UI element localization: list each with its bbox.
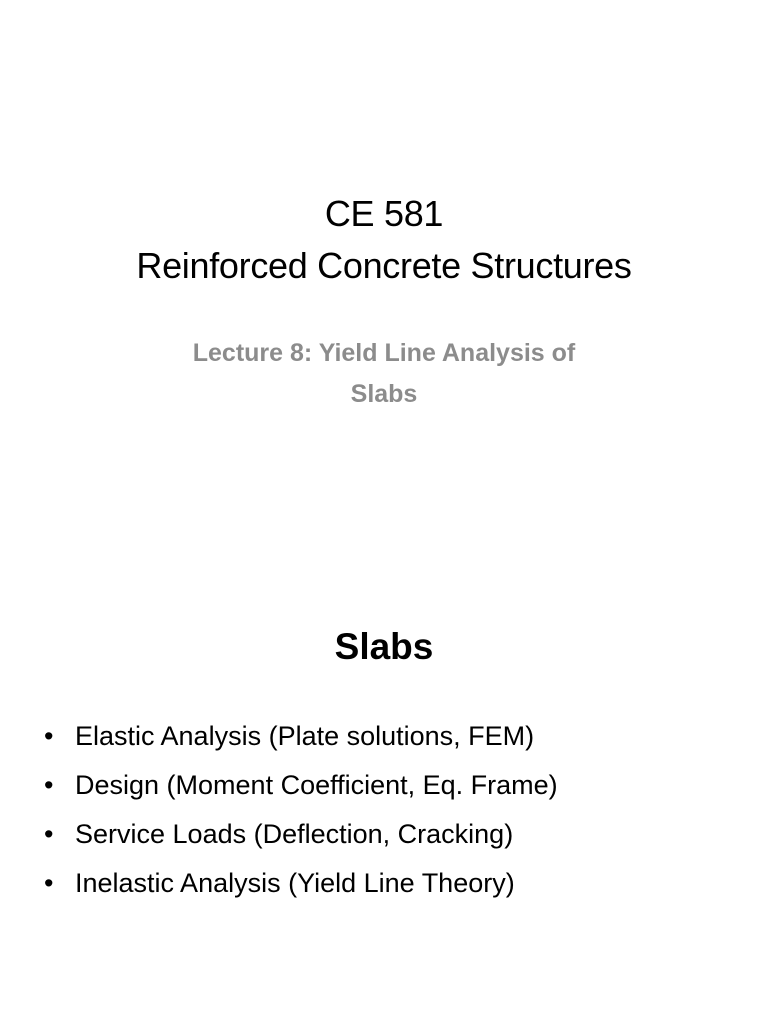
list-item [44, 761, 558, 810]
subtitle-line-2: Slabs [350, 380, 418, 408]
content-slide-title: Slabs [334, 626, 434, 667]
list-item [44, 859, 558, 908]
course-code: CE 581 [324, 193, 444, 234]
content-slide [0, 512, 768, 1024]
course-name: Reinforced Concrete Structures [136, 245, 632, 286]
list-item [44, 810, 558, 859]
list-item [44, 712, 558, 761]
bullet-icon: • [44, 868, 54, 898]
bullet-icon: • [44, 721, 54, 751]
slide-subtitle [0, 333, 768, 415]
bullet-text: Service Loads (Deflection, Cracking) [75, 819, 514, 849]
bullet-text: Inelastic Analysis (Yield Line Theory) [75, 868, 515, 898]
bullet-icon: • [44, 819, 54, 849]
bullet-list [44, 712, 558, 908]
subtitle-line-1: Lecture 8: Yield Line Analysis of [192, 339, 576, 367]
slide-title [0, 188, 768, 292]
bullet-text: Elastic Analysis (Plate solutions, FEM) [75, 721, 535, 751]
bullet-text: Design (Moment Coefficient, Eq. Frame) [75, 770, 558, 800]
bullet-icon: • [44, 770, 54, 800]
